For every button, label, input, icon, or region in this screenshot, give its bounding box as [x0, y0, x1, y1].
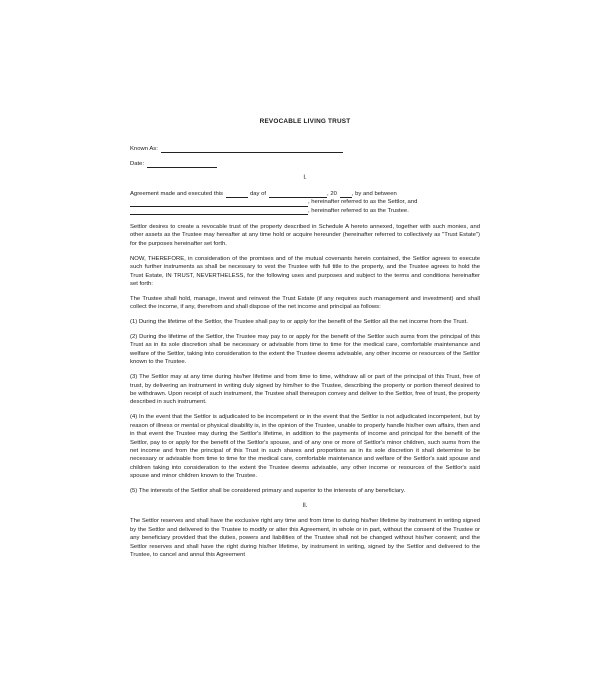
document-title: REVOCABLE LIVING TRUST: [259, 118, 351, 125]
trustee-referred-text: , hereinafter referred to as the Trustee.: [308, 207, 409, 214]
paragraph-item-4: (4) In the event that the Settlor is adjudicated to be incompetent or in the event that the Settlor is not adjudicated incompetent, but by reason of illness or mental or physical disability is, in the opinion of the Trustee, unable to properly handle his/her own affairs, then and in that event the Trustee may during the Settlor's lifetime, in addition to the payments of income and principal for the benefit of the Settlor, pay to or apply for the benefit of the Settlor's spouse, and of any one or more of Settlor's minor children, such sums from the net income and from the principal of this Trust in such shares and proportions as in its sole discretion it shall determine to be necessary or advisable from time to time for the medical care, comfortable maintenance and welfare of the Settlor's said spouse and children taking into consideration to the extent the Trustee deems advisable, any other income or resources of the Settlor's said spouse and minor children known to the Trustee.: [130, 414, 480, 480]
agreement-line-3: [130, 207, 480, 215]
settlor-referred-text: , hereinafter referred to as the Settlor, and: [308, 199, 418, 206]
date-label: Date:: [130, 161, 145, 167]
year-prefix-text: , 20: [327, 190, 337, 197]
date-row: [130, 159, 480, 168]
paragraph-item-5: (5) The interests of the Settlor shall be considered primary and superior to the interests of any beneficiary.: [130, 488, 406, 495]
paragraph-now-therefore: NOW, THEREFORE, in consideration of the promises and of the mutual covenants herein contained, the Settlor agrees to execute such further instruments as shall be necessary to vest the Trustee with full title to the property, and the Trustee agrees to hold the Trust Estate, IN TRUST, NEVERTHELESS, for the following uses and purposes and subject to the terms and conditions hereinafter set forth:: [130, 255, 480, 287]
paragraph-settlor-reserves: The Settlor reserves and shall have the exclusive right any time and from time to during his/her lifetime by instrument in writing signed by the Settlor and delivered to the Trustee to modify or alter this Agreement, in whole or in part, without the consent of the Trustee or any beneficiary provided that the duties, powers and liabilities of the Trustee shall not be changed without his/her consent; and the Settlor reserves and shall have the right during his/her lifetime, by instrument in writing, signed by the Settlor and delivered to the Trustee, to cancel and annul this Agreement: [130, 518, 480, 558]
agreement-made-text: Agreement made and executed this: [130, 190, 223, 197]
year-blank[interactable]: [340, 191, 352, 198]
paragraph-item-1: (1) During the lifetime of the Settlor, the Trustee shall pay to or apply for the benefit of the Settlor all the net income from the Trust.: [130, 319, 468, 326]
paragraph-item-2: (2) During the lifetime of the Settlor, the Trustee may pay to or apply for the benefit of the Settlor such sums from the principal of this Trust as in its sole discretion shall be necessary or advisable from time to time for the medical care, comfortable maintenance and welfare of the Settlor, taking into consideration to the extent the Trustee deems advisable, any other income or resources of the Settlor known to the Trustee.: [130, 334, 480, 366]
known-as-row: [130, 144, 480, 153]
paragraph-item-3: (3) The Settlor may at any time during his/her lifetime and from time to time, withdraw all or part of the principal of this Trust, free of trust, by delivering an instrument in writing duly signed by him/her to the Trustee, describing the property or portion thereof desired to be withdrawn. Upon receipt of such instrument, the Trustee shall thereupon convey and deliver to the Settlor, free of trust, the property described in such instrument.: [130, 374, 480, 406]
paragraph-trustee-shall-hold: The Trustee shall hold, manage, invest and reinvest the Trust Estate (if any requires such management and investment) and shall collect the income, if any, therefrom and shall dispose of the net income and principal as follows:: [130, 295, 480, 311]
trustee-name-blank[interactable]: [130, 208, 308, 215]
agreement-line-2: [130, 198, 480, 206]
agreement-line-1: [130, 190, 480, 198]
paragraph-settlor-desires: Settlor desires to create a revocable trust of the property described in Schedule A hereto annexed, together with such monies, and other assets as the Trustee may hereafter at any time hold or acquire hereunder (hereinafter referred to collectively as "Trust Estate") for the purposes hereinafter set forth.: [130, 223, 480, 247]
date-blank[interactable]: [147, 161, 217, 168]
day-of-text: day of: [250, 190, 267, 197]
by-and-between-text: , by and between: [351, 190, 397, 197]
month-blank[interactable]: [269, 191, 327, 198]
document-page: [130, 118, 480, 566]
known-as-blank[interactable]: [161, 146, 343, 153]
settlor-name-blank[interactable]: [130, 200, 308, 207]
section-one-heading: I.: [303, 175, 307, 182]
known-as-label: Known As:: [130, 146, 158, 152]
section-two-heading: II.: [302, 502, 308, 509]
day-blank[interactable]: [226, 191, 248, 198]
